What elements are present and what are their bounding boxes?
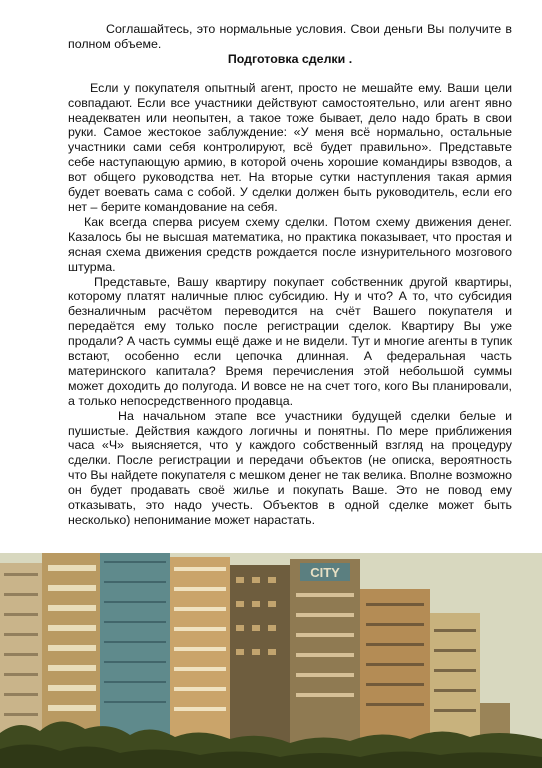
paragraph-subsidy: Представьте, Вашу квартиру покупает собственник другой квартиры, которому платят наличные плюс субсидию. Ну и что? А то, что субсидия безналичным расчётом переводится на счёт Вашего покупателя и передаётся ему только после регистрации сделок. Квартиру Вы уже продали? А часть суммы ещё даже и не видели. Тут и многие агенты в тупик встают, особенно если цепочка длинная. А федеральная часть материнского капитала? Время перечисления этой небольшой суммы может доходить до полугода. И вовсе не на счет того, кого Вы планировали, а только непосредственного продавца. (68, 274, 512, 408)
document-text (68, 22, 512, 528)
city-buildings-photo (0, 553, 542, 768)
paragraph-participants: На начальном этапе все участники будущей сделки белые и пушистые. Действия каждого логичны и понятны. По мере приближения часа «Ч» выясняется, что у каждого собственный взгляд на процедуру сделки. После регистрации и передачи объектов (не описка, вероятность что Вы найдете покупателя с мешком денег не так велика. Вполне возможно он будет продавать своё жилье и покупать Ваше. Это не повод ему отказывать, это надо учесть. Объектов в одной сделке может быть несколько) непонимание может нарастать. (68, 408, 512, 527)
paragraph-scheme: Как всегда сперва рисуем схему сделки. Потом схему движения денег. Казалось бы не высшая математика, но практика показывает, что простая и ясная схема движения средств рождается после изнурительного мозгового штурма. (68, 214, 512, 274)
city-sign: CITY (310, 565, 340, 580)
paragraph-intro: Соглашайтесь, это нормальные условия. Свои деньги Вы получите в полном объеме. (68, 22, 512, 51)
section-heading: Подготовка сделки . (227, 51, 353, 66)
paragraph-agent: Если у покупателя опытный агент, просто не мешайте ему. Ваши цели совпадают. Если все участники действуют самостоятельно, или агент явно неадекватен или неопытен, а такое тоже бывает, дело надо брать в свои руки. Самое жестокое заблуждение: «У меня всё нормально, остальные участники сами себя контролируют, всё будет правильно». Представьте себе наступающую армию, в которой очень хорошие командиры взводов, а вот общего руководства нет. На вторые сутки наступления такая армия будет воевать сама с собой. У сделки должен быть руководитель, если его нет – берите командование на себя. (68, 80, 512, 214)
buildings-illustration (0, 553, 542, 768)
